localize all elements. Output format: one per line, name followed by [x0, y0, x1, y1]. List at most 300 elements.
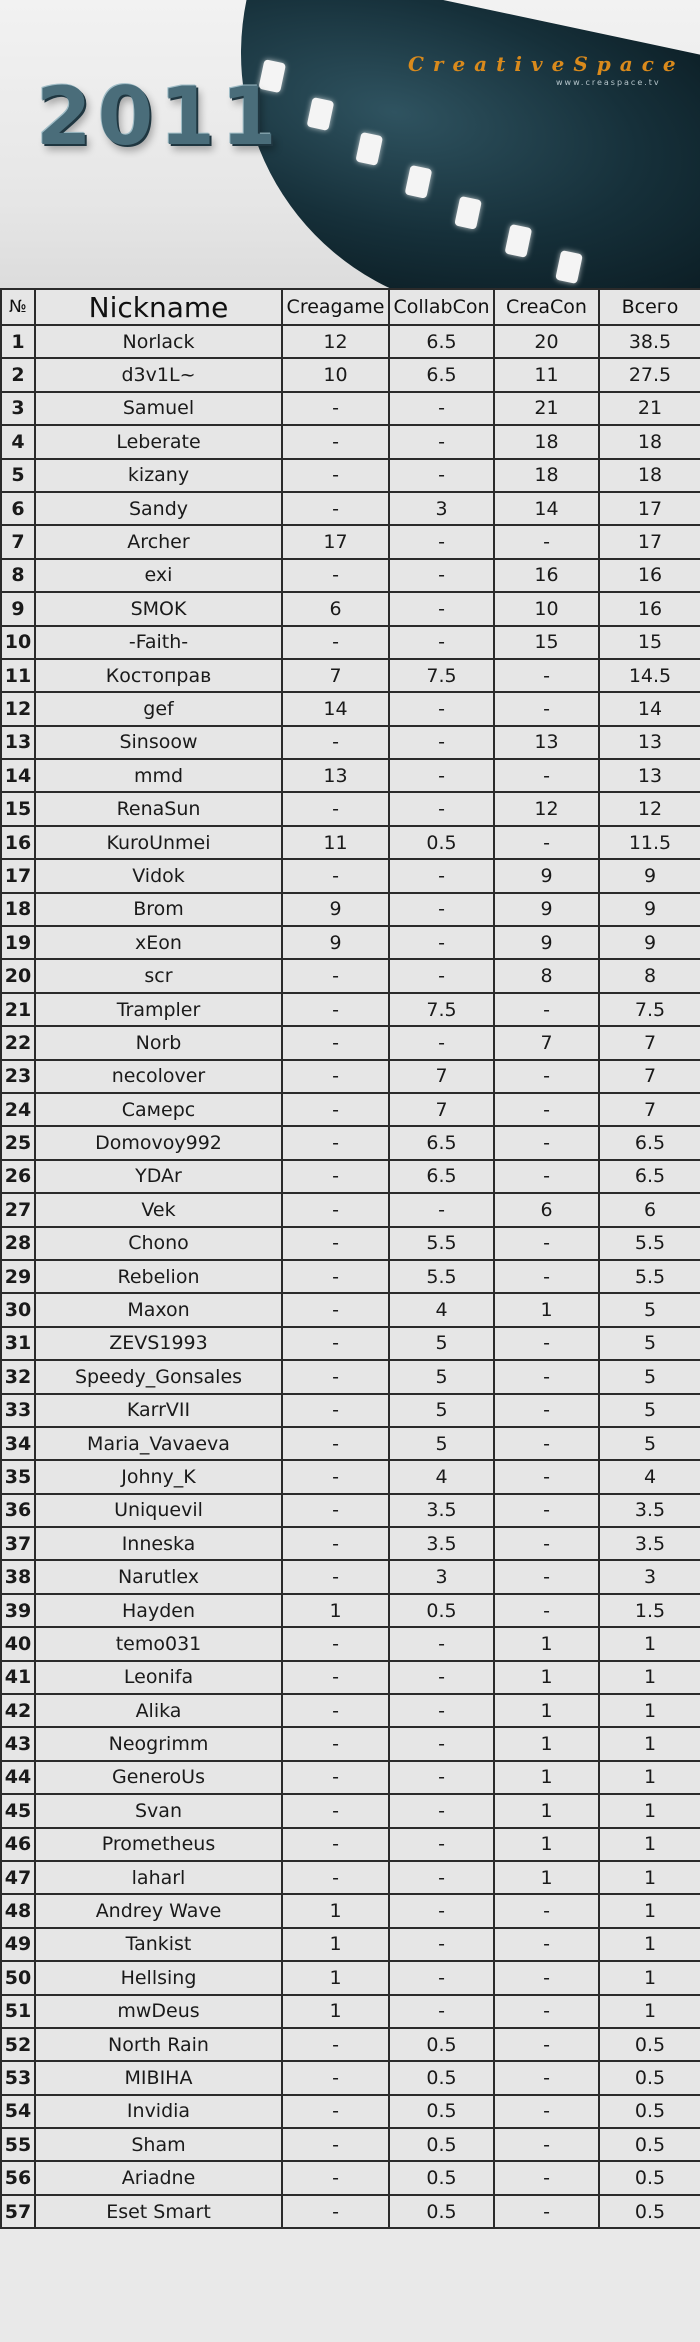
rank-cell: 49 — [1, 1928, 35, 1961]
total-cell: 14.5 — [599, 659, 700, 692]
nickname-cell: North Rain — [35, 2028, 282, 2061]
table-row — [1, 1894, 700, 1927]
creagame-cell: 13 — [282, 759, 389, 792]
total-cell: 5.5 — [599, 1260, 700, 1293]
table-row — [1, 2061, 700, 2094]
rank-cell: 9 — [1, 592, 35, 625]
creagame-cell: 1 — [282, 1594, 389, 1627]
creagame-cell: - — [282, 993, 389, 1026]
nickname-cell: mwDeus — [35, 1995, 282, 2028]
creacon-cell: - — [494, 1527, 599, 1560]
creacon-cell: 7 — [494, 1026, 599, 1059]
rank-cell: 24 — [1, 1093, 35, 1126]
nickname-cell: Norlack — [35, 325, 282, 358]
total-cell: 1 — [599, 1627, 700, 1660]
creacon-cell: 1 — [494, 1828, 599, 1861]
creacon-cell: - — [494, 1560, 599, 1593]
nickname-cell: d3v1L~ — [35, 358, 282, 391]
table-row — [1, 2128, 700, 2161]
collabcon-cell: - — [389, 859, 494, 892]
creacon-cell: 16 — [494, 559, 599, 592]
collabcon-cell: - — [389, 1661, 494, 1694]
creacon-cell: - — [494, 1227, 599, 1260]
collabcon-cell: 5 — [389, 1360, 494, 1393]
table-row — [1, 2095, 700, 2128]
table-row — [1, 959, 700, 992]
table-row — [1, 1661, 700, 1694]
film-hole — [405, 165, 433, 199]
rank-cell: 38 — [1, 1560, 35, 1593]
rank-cell: 5 — [1, 459, 35, 492]
rank-cell: 18 — [1, 893, 35, 926]
total-cell: 8 — [599, 959, 700, 992]
creagame-cell: 6 — [282, 592, 389, 625]
total-cell: 7 — [599, 1060, 700, 1093]
film-hole — [555, 250, 583, 284]
rank-cell: 50 — [1, 1961, 35, 1994]
collabcon-cell: - — [389, 1694, 494, 1727]
table-row — [1, 726, 700, 759]
creagame-cell: - — [282, 2195, 389, 2228]
creacon-cell: - — [494, 1126, 599, 1159]
collabcon-cell: 0.5 — [389, 826, 494, 859]
collabcon-cell: - — [389, 425, 494, 458]
creacon-cell: 18 — [494, 425, 599, 458]
creagame-cell: - — [282, 1761, 389, 1794]
table-row — [1, 1794, 700, 1827]
collabcon-cell: 6.5 — [389, 325, 494, 358]
nickname-cell: Narutlex — [35, 1560, 282, 1593]
total-cell: 6.5 — [599, 1126, 700, 1159]
table-row — [1, 1527, 700, 1560]
nickname-cell: Tankist — [35, 1928, 282, 1961]
total-cell: 17 — [599, 492, 700, 525]
creagame-cell: - — [282, 425, 389, 458]
table-row — [1, 2028, 700, 2061]
nickname-cell: Ariadne — [35, 2161, 282, 2194]
creagame-cell: 9 — [282, 893, 389, 926]
total-cell: 9 — [599, 926, 700, 959]
creacon-cell: 1 — [494, 1727, 599, 1760]
rank-cell: 52 — [1, 2028, 35, 2061]
rank-cell: 2 — [1, 358, 35, 391]
total-cell: 7 — [599, 1093, 700, 1126]
table-row — [1, 358, 700, 391]
total-cell: 21 — [599, 392, 700, 425]
creagame-cell: - — [282, 559, 389, 592]
total-cell: 1 — [599, 1995, 700, 2028]
film-hole — [307, 97, 335, 131]
nickname-cell: Rebelion — [35, 1260, 282, 1293]
creagame-cell: - — [282, 2128, 389, 2161]
total-cell: 0.5 — [599, 2028, 700, 2061]
collabcon-cell: - — [389, 1026, 494, 1059]
collabcon-cell: 5 — [389, 1394, 494, 1427]
rank-cell: 20 — [1, 959, 35, 992]
nickname-cell: -Faith- — [35, 626, 282, 659]
nickname-cell: Sinsoow — [35, 726, 282, 759]
creagame-cell: - — [282, 1227, 389, 1260]
table-row — [1, 392, 700, 425]
table-row — [1, 1727, 700, 1760]
nickname-cell: Leberate — [35, 425, 282, 458]
rank-cell: 21 — [1, 993, 35, 1026]
collabcon-cell: - — [389, 926, 494, 959]
creacon-cell: - — [494, 993, 599, 1026]
table-row — [1, 1861, 700, 1894]
creagame-cell: - — [282, 1060, 389, 1093]
collabcon-cell: 0.5 — [389, 2195, 494, 2228]
nickname-cell: mmd — [35, 759, 282, 792]
creacon-cell: - — [494, 659, 599, 692]
creagame-cell: - — [282, 1427, 389, 1460]
creacon-cell: - — [494, 1093, 599, 1126]
collabcon-cell: 0.5 — [389, 2028, 494, 2061]
collabcon-cell: 0.5 — [389, 2061, 494, 2094]
nickname-cell: GeneroUs — [35, 1761, 282, 1794]
creacon-cell: - — [494, 1060, 599, 1093]
nickname-cell: Brom — [35, 893, 282, 926]
rank-cell: 36 — [1, 1494, 35, 1527]
total-cell: 14 — [599, 692, 700, 725]
creagame-cell: - — [282, 2028, 389, 2061]
total-cell: 1 — [599, 1961, 700, 1994]
total-cell: 3 — [599, 1560, 700, 1593]
creacon-cell: - — [494, 1160, 599, 1193]
nickname-cell: KarrVII — [35, 1394, 282, 1427]
creacon-cell: 10 — [494, 592, 599, 625]
creagame-cell: - — [282, 859, 389, 892]
table-row — [1, 1828, 700, 1861]
table-row — [1, 492, 700, 525]
table-row — [1, 1694, 700, 1727]
table-row — [1, 1961, 700, 1994]
nickname-cell: Костоправ — [35, 659, 282, 692]
total-cell: 13 — [599, 726, 700, 759]
total-cell: 3.5 — [599, 1527, 700, 1560]
nickname-cell: necolover — [35, 1060, 282, 1093]
total-cell: 5 — [599, 1427, 700, 1460]
table-row — [1, 1093, 700, 1126]
nickname-cell: Johny_K — [35, 1460, 282, 1493]
column-header-collabcon: CollabCon — [389, 289, 494, 325]
rank-cell: 12 — [1, 692, 35, 725]
table-row — [1, 459, 700, 492]
rank-cell: 17 — [1, 859, 35, 892]
rank-cell: 26 — [1, 1160, 35, 1193]
collabcon-cell: 3 — [389, 1560, 494, 1593]
nickname-cell: Sandy — [35, 492, 282, 525]
creacon-cell: - — [494, 2161, 599, 2194]
rank-cell: 6 — [1, 492, 35, 525]
rank-cell: 1 — [1, 325, 35, 358]
creacon-cell: 21 — [494, 392, 599, 425]
nickname-cell: Speedy_Gonsales — [35, 1360, 282, 1393]
creagame-cell: - — [282, 1627, 389, 1660]
creacon-cell: - — [494, 2128, 599, 2161]
creacon-cell: 9 — [494, 926, 599, 959]
total-cell: 17 — [599, 525, 700, 558]
nickname-cell: MIBIHA — [35, 2061, 282, 2094]
rank-cell: 7 — [1, 525, 35, 558]
rank-cell: 30 — [1, 1293, 35, 1326]
creacon-cell: 1 — [494, 1694, 599, 1727]
table-row — [1, 659, 700, 692]
rank-cell: 43 — [1, 1727, 35, 1760]
column-header-creacon: CreaCon — [494, 289, 599, 325]
total-cell: 11.5 — [599, 826, 700, 859]
nickname-cell: KuroUnmei — [35, 826, 282, 859]
brand-url: www.creaspace.tv — [556, 78, 661, 87]
creagame-cell: 7 — [282, 659, 389, 692]
creagame-cell: - — [282, 2061, 389, 2094]
table-row — [1, 1427, 700, 1460]
creagame-cell: - — [282, 1394, 389, 1427]
table-row — [1, 926, 700, 959]
collabcon-cell: 0.5 — [389, 2161, 494, 2194]
collabcon-cell: - — [389, 1727, 494, 1760]
creagame-cell: 17 — [282, 525, 389, 558]
total-cell: 1 — [599, 1694, 700, 1727]
collabcon-cell: 3.5 — [389, 1527, 494, 1560]
column-header-nickname: Nickname — [35, 289, 282, 325]
rank-cell: 27 — [1, 1193, 35, 1226]
nickname-cell: YDAr — [35, 1160, 282, 1193]
total-cell: 1 — [599, 1828, 700, 1861]
creacon-cell: 20 — [494, 325, 599, 358]
table-row — [1, 1327, 700, 1360]
table-row — [1, 859, 700, 892]
nickname-cell: Alika — [35, 1694, 282, 1727]
creacon-cell: - — [494, 1360, 599, 1393]
collabcon-cell: 4 — [389, 1293, 494, 1326]
film-hole — [504, 224, 532, 258]
creagame-cell: - — [282, 1794, 389, 1827]
total-cell: 5 — [599, 1360, 700, 1393]
creagame-cell: - — [282, 2095, 389, 2128]
collabcon-cell: 7 — [389, 1093, 494, 1126]
table-row — [1, 1160, 700, 1193]
total-cell: 0.5 — [599, 2061, 700, 2094]
creagame-cell: 10 — [282, 358, 389, 391]
total-cell: 9 — [599, 893, 700, 926]
creacon-cell: - — [494, 1327, 599, 1360]
table-row — [1, 826, 700, 859]
rank-cell: 40 — [1, 1627, 35, 1660]
creagame-cell: - — [282, 1360, 389, 1393]
rank-cell: 57 — [1, 2195, 35, 2228]
nickname-cell: xEon — [35, 926, 282, 959]
creacon-cell: 15 — [494, 626, 599, 659]
film-hole — [355, 132, 383, 166]
creagame-cell: - — [282, 1193, 389, 1226]
table-row — [1, 626, 700, 659]
total-cell: 0.5 — [599, 2128, 700, 2161]
total-cell: 9 — [599, 859, 700, 892]
creacon-cell: - — [494, 1427, 599, 1460]
total-cell: 1 — [599, 1928, 700, 1961]
creacon-cell: - — [494, 1995, 599, 2028]
nickname-cell: Archer — [35, 525, 282, 558]
rank-cell: 45 — [1, 1794, 35, 1827]
total-cell: 4 — [599, 1460, 700, 1493]
nickname-cell: RenaSun — [35, 792, 282, 825]
total-cell: 5.5 — [599, 1227, 700, 1260]
rank-cell: 34 — [1, 1427, 35, 1460]
nickname-cell: Samuel — [35, 392, 282, 425]
table-row — [1, 1360, 700, 1393]
nickname-cell: ZEVS1993 — [35, 1327, 282, 1360]
creagame-cell: - — [282, 459, 389, 492]
nickname-cell: Vidok — [35, 859, 282, 892]
rank-cell: 3 — [1, 392, 35, 425]
rank-cell: 16 — [1, 826, 35, 859]
nickname-cell: Sham — [35, 2128, 282, 2161]
table-row — [1, 1560, 700, 1593]
rank-cell: 8 — [1, 559, 35, 592]
total-cell: 16 — [599, 592, 700, 625]
column-header-creagame: Creagame — [282, 289, 389, 325]
table-row — [1, 559, 700, 592]
table-row — [1, 1494, 700, 1527]
scores-table — [0, 288, 700, 2229]
nickname-cell: kizany — [35, 459, 282, 492]
collabcon-cell: 6.5 — [389, 1160, 494, 1193]
creagame-cell: - — [282, 1293, 389, 1326]
rank-cell: 32 — [1, 1360, 35, 1393]
creacon-cell: 11 — [494, 358, 599, 391]
collabcon-cell: - — [389, 1193, 494, 1226]
creacon-cell: - — [494, 525, 599, 558]
collabcon-cell: 0.5 — [389, 1594, 494, 1627]
table-row — [1, 1761, 700, 1794]
creagame-cell: - — [282, 1694, 389, 1727]
collabcon-cell: 7.5 — [389, 659, 494, 692]
creacon-cell: - — [494, 1594, 599, 1627]
nickname-cell: laharl — [35, 1861, 282, 1894]
collabcon-cell: 4 — [389, 1460, 494, 1493]
creacon-cell: 13 — [494, 726, 599, 759]
rank-cell: 14 — [1, 759, 35, 792]
collabcon-cell: - — [389, 759, 494, 792]
total-cell: 1 — [599, 1661, 700, 1694]
collabcon-cell: - — [389, 692, 494, 725]
creacon-cell: 14 — [494, 492, 599, 525]
creacon-cell: - — [494, 759, 599, 792]
collabcon-cell: - — [389, 626, 494, 659]
nickname-cell: Inneska — [35, 1527, 282, 1560]
nickname-cell: Andrey Wave — [35, 1894, 282, 1927]
total-cell: 1 — [599, 1794, 700, 1827]
total-cell: 7.5 — [599, 993, 700, 1026]
nickname-cell: Самерс — [35, 1093, 282, 1126]
collabcon-cell: - — [389, 1894, 494, 1927]
rank-cell: 51 — [1, 1995, 35, 2028]
creagame-cell: - — [282, 1460, 389, 1493]
total-cell: 1 — [599, 1761, 700, 1794]
total-cell: 1 — [599, 1861, 700, 1894]
creacon-cell: - — [494, 1928, 599, 1961]
header-banner — [0, 0, 700, 288]
table-row — [1, 1060, 700, 1093]
rank-cell: 48 — [1, 1894, 35, 1927]
creagame-cell: - — [282, 626, 389, 659]
collabcon-cell: - — [389, 792, 494, 825]
collabcon-cell: - — [389, 726, 494, 759]
nickname-cell: Norb — [35, 1026, 282, 1059]
table-row — [1, 993, 700, 1026]
total-cell: 5 — [599, 1394, 700, 1427]
collabcon-cell: - — [389, 392, 494, 425]
nickname-cell: Leonifa — [35, 1661, 282, 1694]
rank-cell: 11 — [1, 659, 35, 692]
table-row — [1, 325, 700, 358]
total-cell: 0.5 — [599, 2195, 700, 2228]
total-cell: 5 — [599, 1293, 700, 1326]
rank-cell: 33 — [1, 1394, 35, 1427]
rank-cell: 54 — [1, 2095, 35, 2128]
total-cell: 0.5 — [599, 2161, 700, 2194]
creacon-cell: - — [494, 1260, 599, 1293]
year-title: 2011 — [36, 70, 283, 163]
rank-cell: 53 — [1, 2061, 35, 2094]
creagame-cell: - — [282, 1160, 389, 1193]
collabcon-cell: 7.5 — [389, 993, 494, 1026]
creacon-cell: - — [494, 1394, 599, 1427]
creagame-cell: - — [282, 492, 389, 525]
creacon-cell: 1 — [494, 1794, 599, 1827]
nickname-cell: scr — [35, 959, 282, 992]
collabcon-cell: 5.5 — [389, 1227, 494, 1260]
table-row — [1, 592, 700, 625]
collabcon-cell: - — [389, 1828, 494, 1861]
nickname-cell: Hayden — [35, 1594, 282, 1627]
table-body — [1, 325, 700, 2228]
collabcon-cell: 6.5 — [389, 1126, 494, 1159]
rank-cell: 10 — [1, 626, 35, 659]
table-row — [1, 1460, 700, 1493]
collabcon-cell: - — [389, 1995, 494, 2028]
rank-cell: 44 — [1, 1761, 35, 1794]
total-cell: 0.5 — [599, 2095, 700, 2128]
rank-cell: 47 — [1, 1861, 35, 1894]
total-cell: 12 — [599, 792, 700, 825]
creagame-cell: 1 — [282, 1995, 389, 2028]
creagame-cell: - — [282, 1260, 389, 1293]
creacon-cell: - — [494, 2028, 599, 2061]
table-row — [1, 759, 700, 792]
table-row — [1, 1193, 700, 1226]
creagame-cell: 14 — [282, 692, 389, 725]
nickname-cell: Maria_Vavaeva — [35, 1427, 282, 1460]
rank-cell: 31 — [1, 1327, 35, 1360]
table-row — [1, 1995, 700, 2028]
total-cell: 16 — [599, 559, 700, 592]
nickname-cell: Maxon — [35, 1293, 282, 1326]
creacon-cell: 1 — [494, 1861, 599, 1894]
collabcon-cell: - — [389, 893, 494, 926]
column-header-number: № — [1, 289, 35, 325]
rank-cell: 4 — [1, 425, 35, 458]
creagame-cell: - — [282, 1861, 389, 1894]
collabcon-cell: - — [389, 525, 494, 558]
collabcon-cell: - — [389, 1861, 494, 1894]
total-cell: 6.5 — [599, 1160, 700, 1193]
creagame-cell: 1 — [282, 1894, 389, 1927]
table-row — [1, 692, 700, 725]
rank-cell: 39 — [1, 1594, 35, 1627]
rank-cell: 23 — [1, 1060, 35, 1093]
